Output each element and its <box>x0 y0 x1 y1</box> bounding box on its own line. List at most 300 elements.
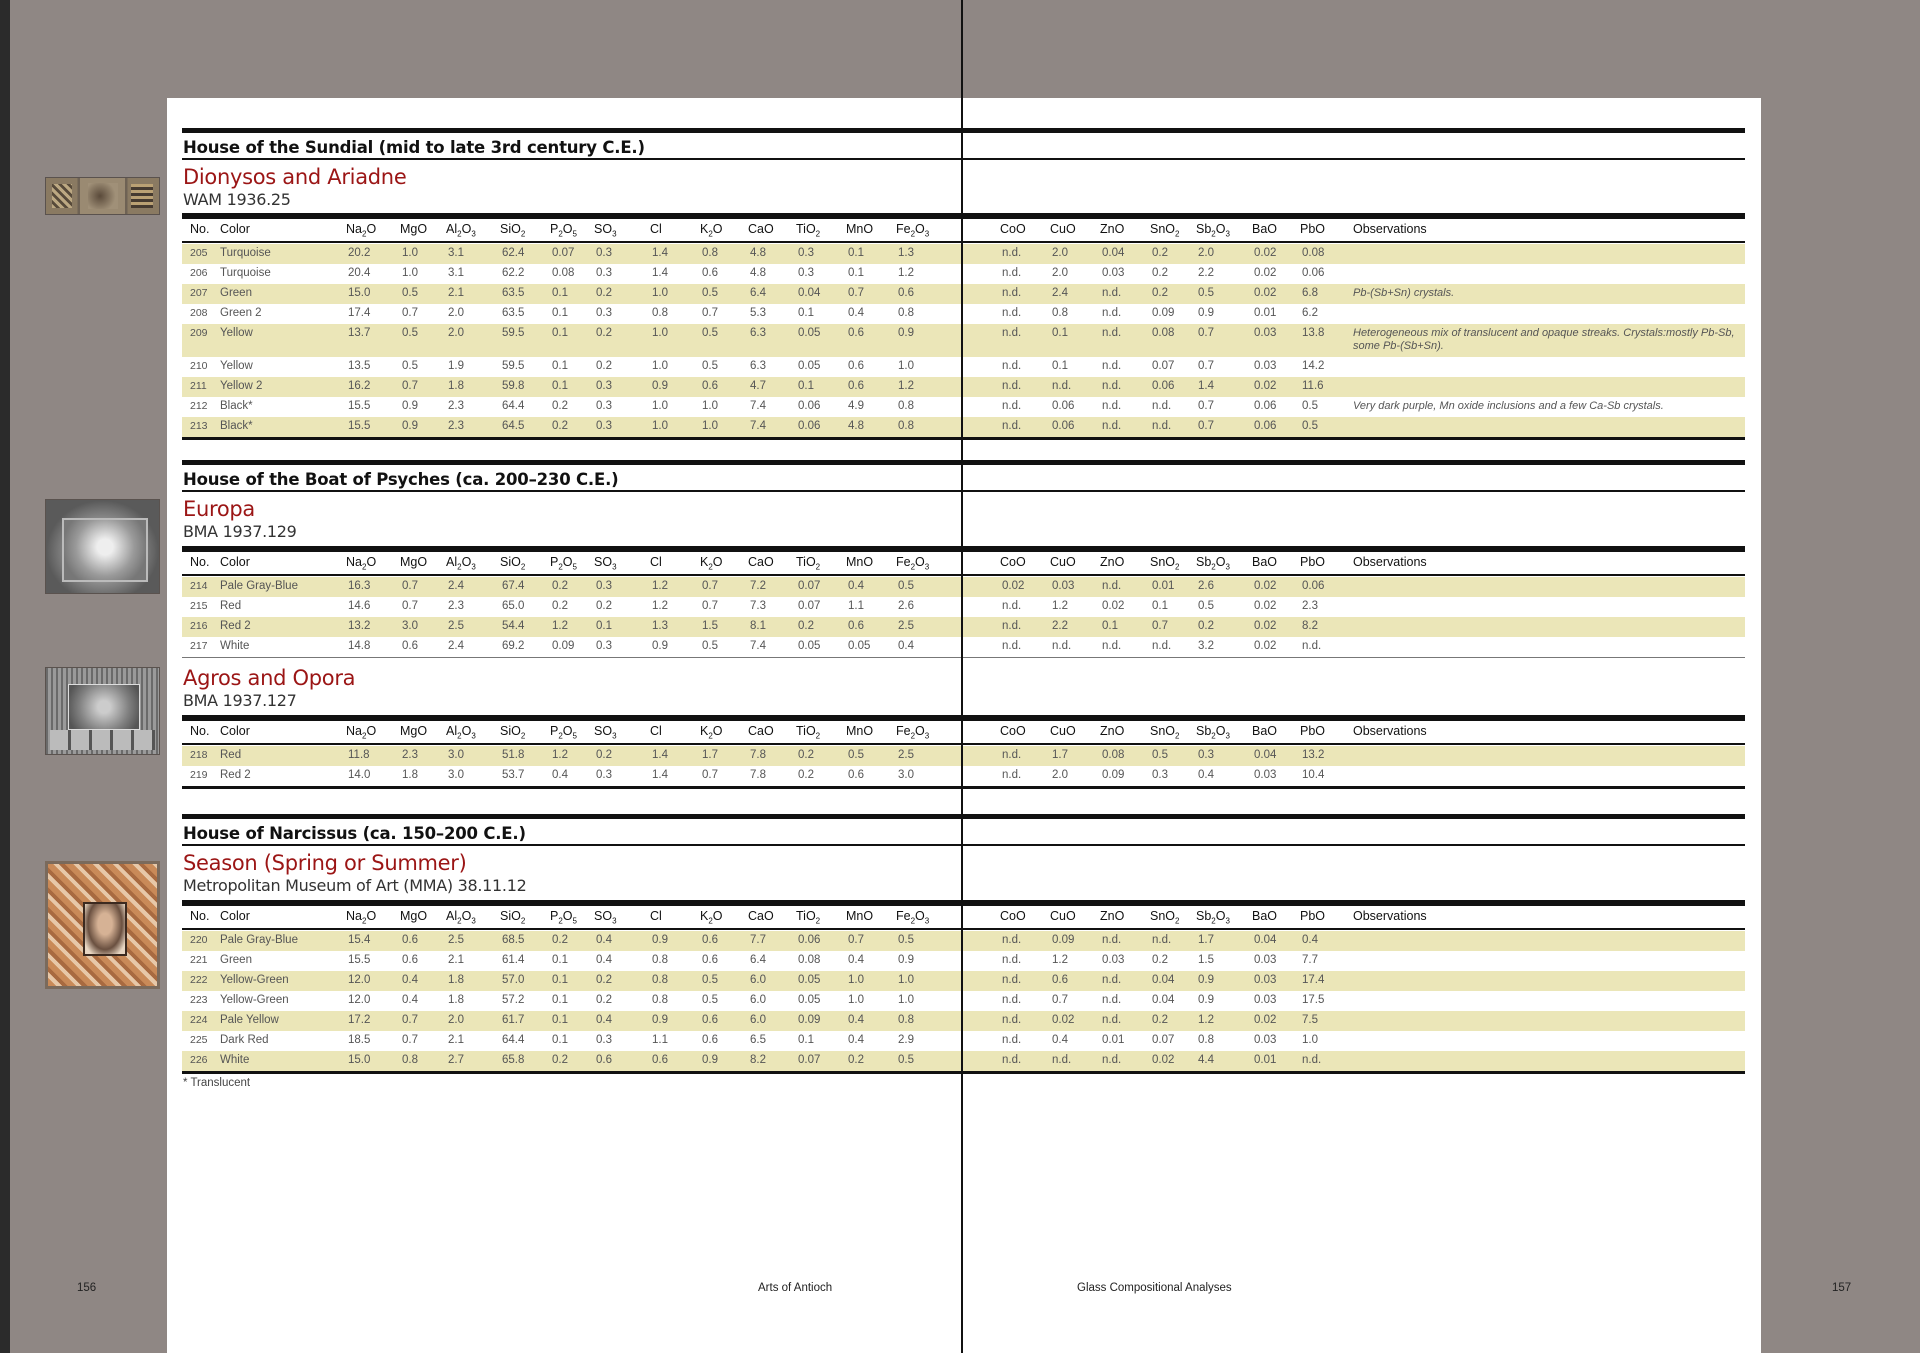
oxide-value: 0.7 <box>1198 360 1214 372</box>
formula-base: CoO <box>1000 724 1026 738</box>
oxide-value: 6.0 <box>750 974 766 986</box>
sample-number: 212 <box>190 400 208 412</box>
house-section-bottom-rule <box>182 490 1745 492</box>
oxide-value: 0.5 <box>898 1054 914 1066</box>
column-header-na2o <box>346 724 376 741</box>
oxide-value: n.d. <box>1102 420 1122 432</box>
oxide-value: 0.5 <box>898 580 914 592</box>
oxide-value: 0.5 <box>702 360 718 372</box>
oxide-value: 0.06 <box>1302 267 1325 279</box>
column-header-text: Color <box>220 222 250 236</box>
sample-number: 225 <box>190 1034 208 1046</box>
oxide-value: 6.4 <box>750 287 766 299</box>
oxide-value: 0.1 <box>798 380 814 392</box>
column-header-text: No. <box>190 222 210 236</box>
oxide-value: 0.7 <box>1052 994 1068 1006</box>
formula-subscript: 2 <box>361 916 367 926</box>
oxide-value: 7.8 <box>750 769 766 781</box>
oxide-value: 0.1 <box>552 1034 568 1046</box>
artwork-title: Season (Spring or Summer) <box>183 851 467 875</box>
formula-subscript: 2 <box>1175 229 1180 239</box>
oxide-value: 0.9 <box>652 1014 668 1026</box>
oxide-value: 0.2 <box>1152 247 1168 259</box>
artwork-title: Europa <box>183 497 255 521</box>
formula-base: Na <box>346 555 362 569</box>
formula-subscript: 2 <box>910 916 916 926</box>
sample-number: 216 <box>190 620 208 632</box>
oxide-value: 1.4 <box>652 749 668 761</box>
sample-color: Red <box>220 600 242 612</box>
oxide-value: 0.07 <box>798 600 821 612</box>
formula-subscript: 2 <box>457 731 462 741</box>
column-header-sio2 <box>500 724 525 741</box>
column-header-bao <box>1252 724 1277 738</box>
oxide-value: 0.2 <box>596 994 612 1006</box>
oxide-value: 2.4 <box>1052 287 1068 299</box>
oxide-value: 0.08 <box>1102 749 1125 761</box>
column-header-tio2 <box>796 222 820 239</box>
oxide-value: 0.08 <box>552 267 575 279</box>
oxide-value: 0.3 <box>798 247 814 259</box>
formula-rest: O <box>366 555 377 569</box>
spine-divider <box>961 0 963 1353</box>
column-header-so3 <box>594 555 617 572</box>
oxide-value: 0.7 <box>1198 420 1214 432</box>
formula-base: Cl <box>650 555 662 569</box>
oxide-value: n.d. <box>1002 380 1022 392</box>
oxide-value: n.d. <box>1152 640 1172 652</box>
oxide-value: 2.7 <box>448 1054 464 1066</box>
oxide-value: 0.5 <box>702 994 718 1006</box>
oxide-value: 68.5 <box>502 934 525 946</box>
column-header-color <box>220 724 250 738</box>
oxide-value: 64.5 <box>502 420 525 432</box>
formula-base: SiO <box>500 222 521 236</box>
formula-base: CuO <box>1050 222 1076 236</box>
sample-number: 218 <box>190 749 208 761</box>
column-header-obs <box>1353 555 1427 569</box>
column-header-mno <box>846 724 873 738</box>
oxide-value: 1.1 <box>652 1034 668 1046</box>
formula-base: Al <box>446 555 458 569</box>
oxide-value: 0.4 <box>596 934 612 946</box>
oxide-value: 0.4 <box>1052 1034 1068 1046</box>
formula-base: CaO <box>748 222 774 236</box>
oxide-value: 0.8 <box>898 400 914 412</box>
sample-number: 217 <box>190 640 208 652</box>
oxide-value: 20.4 <box>348 267 371 279</box>
oxide-value: 0.06 <box>1152 380 1175 392</box>
oxide-value: n.d. <box>1302 1054 1322 1066</box>
house-section-bottom-rule <box>182 158 1745 160</box>
oxide-value: 0.03 <box>1254 327 1277 339</box>
oxide-value: 0.4 <box>848 307 864 319</box>
oxide-value: 1.0 <box>652 327 668 339</box>
oxide-value: 67.4 <box>502 580 525 592</box>
oxide-value: n.d. <box>1102 934 1122 946</box>
formula-base: P <box>550 724 559 738</box>
oxide-value: 59.5 <box>502 327 525 339</box>
oxide-value: 0.7 <box>702 307 718 319</box>
oxide-value: 0.01 <box>1254 1054 1277 1066</box>
formula-subscript: 2 <box>361 731 367 741</box>
formula-base: CoO <box>1000 222 1026 236</box>
column-header-bao <box>1252 909 1277 923</box>
oxide-value: 15.5 <box>348 420 371 432</box>
sample-color: Yellow <box>220 360 253 372</box>
column-header-so3 <box>594 909 617 926</box>
oxide-value: 4.8 <box>750 267 766 279</box>
sample-color: Red 2 <box>220 620 251 632</box>
column-header-color <box>220 555 250 569</box>
oxide-value: 10.4 <box>1302 769 1325 781</box>
formula-subscript: 3 <box>1225 916 1230 926</box>
oxide-value: 0.04 <box>1254 934 1277 946</box>
column-header-tio2 <box>796 724 820 741</box>
column-header-coo <box>1000 909 1026 923</box>
sample-number: 208 <box>190 307 208 319</box>
observation-note: Pb-(Sb+Sn) crystals. <box>1353 287 1455 299</box>
oxide-value: 2.0 <box>1052 769 1068 781</box>
oxide-value: 0.02 <box>1254 1014 1277 1026</box>
oxide-value: 57.2 <box>502 994 525 1006</box>
oxide-value: 0.5 <box>402 287 418 299</box>
oxide-value: 1.4 <box>652 247 668 259</box>
oxide-value: n.d. <box>1002 400 1022 412</box>
formula-base: P <box>550 222 559 236</box>
formula-base: Cl <box>650 909 662 923</box>
formula-base: MgO <box>400 222 428 236</box>
oxide-value: 0.2 <box>1152 1014 1168 1026</box>
oxide-value: 0.2 <box>798 749 814 761</box>
column-header-sb2o3 <box>1196 724 1230 741</box>
oxide-value: 2.2 <box>1198 267 1214 279</box>
formula-subscript: 2 <box>910 562 916 572</box>
formula-base: ZnO <box>1100 724 1125 738</box>
formula-base: Al <box>446 222 458 236</box>
column-header-zno <box>1100 909 1124 923</box>
oxide-value: n.d. <box>1152 400 1172 412</box>
oxide-value: 1.2 <box>1198 1014 1214 1026</box>
oxide-value: 53.7 <box>502 769 525 781</box>
oxide-value: 0.01 <box>1254 307 1277 319</box>
formula-rest: O <box>712 555 723 569</box>
oxide-value: 0.02 <box>1152 1054 1175 1066</box>
oxide-value: 0.2 <box>552 600 568 612</box>
sample-color: Green <box>220 287 252 299</box>
oxide-value: 7.7 <box>1302 954 1318 966</box>
oxide-value: 0.05 <box>848 640 871 652</box>
oxide-value: 0.5 <box>1302 420 1318 432</box>
oxide-value: 0.6 <box>848 327 864 339</box>
oxide-value: 0.06 <box>1254 420 1277 432</box>
oxide-value: 15.5 <box>348 400 371 412</box>
oxide-value: 0.7 <box>848 287 864 299</box>
observation-note: Very dark purple, Mn oxide inclusions and a few Ca-Sb crystals. <box>1353 400 1664 412</box>
oxide-value: 0.6 <box>402 934 418 946</box>
oxide-value: 13.2 <box>348 620 371 632</box>
formula-base: Observations <box>1353 909 1427 923</box>
formula-subscript: 2 <box>1175 916 1180 926</box>
oxide-value: 2.0 <box>448 307 464 319</box>
sample-number: 215 <box>190 600 208 612</box>
oxide-value: 7.4 <box>750 640 766 652</box>
sample-number: 222 <box>190 974 208 986</box>
oxide-value: n.d. <box>1102 380 1122 392</box>
oxide-value: 0.8 <box>652 994 668 1006</box>
oxide-value: 0.06 <box>1302 580 1325 592</box>
sample-color: Turquoise <box>220 247 271 259</box>
sample-color: Turquoise <box>220 267 271 279</box>
sample-number: 219 <box>190 769 208 781</box>
observation-note: Heterogeneous mix of translucent and opaque streaks. Crystals:mostly Pb-Sb, some Pb-(Sb+Sn). <box>1353 327 1735 352</box>
oxide-value: 15.0 <box>348 1054 371 1066</box>
formula-subscript: 3 <box>612 229 617 239</box>
formula-base: ZnO <box>1100 555 1125 569</box>
oxide-value: 0.2 <box>552 580 568 592</box>
oxide-value: 0.03 <box>1254 1034 1277 1046</box>
oxide-value: 0.6 <box>848 620 864 632</box>
artwork-title: Agros and Opora <box>183 666 356 690</box>
left-running-head: Arts of Antioch <box>758 1282 833 1294</box>
oxide-value: 6.4 <box>750 954 766 966</box>
formula-subscript: 2 <box>708 916 713 926</box>
formula-base: K <box>700 909 709 923</box>
oxide-value: 0.7 <box>702 769 718 781</box>
oxide-value: n.d. <box>1302 640 1322 652</box>
oxide-value: 0.3 <box>596 640 612 652</box>
right-running-head: Glass Compositional Analyses <box>1077 1282 1232 1294</box>
oxide-value: n.d. <box>1102 974 1122 986</box>
oxide-value: 3.0 <box>448 769 464 781</box>
oxide-value: 0.4 <box>898 640 914 652</box>
oxide-value: 0.1 <box>1052 360 1068 372</box>
oxide-value: n.d. <box>1052 1054 1072 1066</box>
table-bottom-rule <box>182 1071 1745 1074</box>
oxide-value: 0.8 <box>652 954 668 966</box>
formula-subscript: 2 <box>910 229 916 239</box>
table-bottom-rule <box>182 437 1745 440</box>
column-header-no <box>190 909 209 923</box>
oxide-value: 16.2 <box>348 380 371 392</box>
oxide-value: 0.8 <box>1052 307 1068 319</box>
oxide-value: n.d. <box>1002 994 1022 1006</box>
formula-base: SnO <box>1150 909 1176 923</box>
oxide-value: 61.4 <box>502 954 525 966</box>
oxide-value: 2.3 <box>1302 600 1318 612</box>
oxide-value: 0.3 <box>798 267 814 279</box>
oxide-value: 0.1 <box>1152 600 1168 612</box>
oxide-value: 69.2 <box>502 640 525 652</box>
oxide-value: 1.0 <box>702 400 718 412</box>
oxide-value: 0.02 <box>1254 267 1277 279</box>
oxide-value: 2.0 <box>448 1014 464 1026</box>
artwork-title: Dionysos and Ariadne <box>183 165 407 189</box>
oxide-value: 0.7 <box>402 1034 418 1046</box>
formula-base: Al <box>446 909 458 923</box>
formula-base: PbO <box>1300 555 1326 569</box>
oxide-value: 1.7 <box>1198 934 1214 946</box>
footnote-translucent: * Translucent <box>183 1077 251 1089</box>
oxide-value: 2.0 <box>1052 267 1068 279</box>
column-header-k2o <box>700 555 723 572</box>
oxide-value: 1.2 <box>1052 954 1068 966</box>
formula-rest: O <box>562 222 573 236</box>
column-header-mgo <box>400 909 427 923</box>
oxide-value: 2.0 <box>1052 247 1068 259</box>
oxide-value: 2.1 <box>448 1034 464 1046</box>
oxide-value: 2.6 <box>898 600 914 612</box>
column-header-cuo <box>1050 555 1076 569</box>
oxide-value: 0.07 <box>552 247 575 259</box>
oxide-value: 0.6 <box>402 954 418 966</box>
formula-subscript: 3 <box>1225 731 1230 741</box>
formula-base: BaO <box>1252 222 1278 236</box>
formula-base: Sb <box>1196 724 1212 738</box>
oxide-value: 1.0 <box>898 974 914 986</box>
oxide-value: 0.2 <box>1152 287 1168 299</box>
column-header-cuo <box>1050 909 1076 923</box>
oxide-value: 8.2 <box>750 1054 766 1066</box>
oxide-value: 4.8 <box>750 247 766 259</box>
formula-subscript: 2 <box>361 562 367 572</box>
oxide-value: 0.9 <box>898 954 914 966</box>
oxide-value: 0.08 <box>798 954 821 966</box>
oxide-value: 0.5 <box>702 640 718 652</box>
oxide-value: 0.02 <box>1052 1014 1075 1026</box>
oxide-value: 6.3 <box>750 360 766 372</box>
oxide-value: 1.0 <box>652 400 668 412</box>
oxide-value: 1.2 <box>552 620 568 632</box>
sample-number: 207 <box>190 287 208 299</box>
sample-color: Yellow-Green <box>220 974 289 986</box>
formula-subscript: 3 <box>924 229 930 239</box>
oxide-value: 0.5 <box>702 974 718 986</box>
oxide-value: 3.2 <box>1198 640 1214 652</box>
oxide-value: 16.3 <box>348 580 371 592</box>
oxide-value: n.d. <box>1002 1054 1022 1066</box>
oxide-value: n.d. <box>1002 327 1022 339</box>
formula-subscript: 2 <box>520 229 526 239</box>
oxide-value: 0.4 <box>848 954 864 966</box>
column-header-sb2o3 <box>1196 222 1230 239</box>
oxide-value: n.d. <box>1002 934 1022 946</box>
oxide-value: n.d. <box>1002 420 1022 432</box>
sample-number: 221 <box>190 954 208 966</box>
oxide-value: 1.4 <box>652 769 668 781</box>
oxide-value: n.d. <box>1102 580 1122 592</box>
sample-color: Pale Gray-Blue <box>220 934 298 946</box>
formula-base: SO <box>594 724 613 738</box>
oxide-value: n.d. <box>1002 360 1022 372</box>
oxide-value: 0.4 <box>1302 934 1318 946</box>
oxide-value: 0.02 <box>1254 600 1277 612</box>
formula-base: SiO <box>500 555 521 569</box>
oxide-value: 6.0 <box>750 1014 766 1026</box>
oxide-value: 12.0 <box>348 974 371 986</box>
formula-base: SnO <box>1150 222 1176 236</box>
oxide-value: 0.03 <box>1254 994 1277 1006</box>
sample-number: 209 <box>190 327 208 339</box>
oxide-value: 0.04 <box>1102 247 1125 259</box>
formula-base: TiO <box>796 222 816 236</box>
oxide-value: 7.3 <box>750 600 766 612</box>
column-header-k2o <box>700 909 723 926</box>
mosaic-thumbnail-season <box>45 861 160 989</box>
house-section-top-rule <box>182 814 1745 819</box>
oxide-value: 7.5 <box>1302 1014 1318 1026</box>
oxide-value: 0.02 <box>1254 247 1277 259</box>
sample-number: 206 <box>190 267 208 279</box>
oxide-value: 0.7 <box>1198 327 1214 339</box>
oxide-value: 0.8 <box>898 1014 914 1026</box>
oxide-value: 2.5 <box>448 620 464 632</box>
oxide-value: 7.4 <box>750 400 766 412</box>
oxide-value: 0.6 <box>848 380 864 392</box>
formula-subscript: 3 <box>471 562 476 572</box>
oxide-value: 0.1 <box>798 307 814 319</box>
artwork-inventory-number: Metropolitan Museum of Art (MMA) 38.11.12 <box>183 876 527 895</box>
oxide-value: 0.4 <box>552 769 568 781</box>
column-header-fe2o3 <box>896 909 929 926</box>
column-header-mgo <box>400 222 427 236</box>
oxide-value: 0.6 <box>1052 974 1068 986</box>
formula-rest: O <box>461 222 472 236</box>
column-header-coo <box>1000 555 1026 569</box>
oxide-value: 17.2 <box>348 1014 371 1026</box>
column-header-mgo <box>400 555 427 569</box>
oxide-value: n.d. <box>1052 380 1072 392</box>
oxide-value: n.d. <box>1102 640 1122 652</box>
oxide-value: 0.5 <box>1198 287 1214 299</box>
oxide-value: 0.2 <box>596 360 612 372</box>
formula-base: TiO <box>796 724 816 738</box>
oxide-value: 0.6 <box>898 287 914 299</box>
oxide-value: 0.8 <box>898 307 914 319</box>
oxide-value: 0.03 <box>1254 769 1277 781</box>
sample-number: 211 <box>190 380 207 392</box>
formula-subscript: 2 <box>1211 562 1216 572</box>
house-section-title: House of Narcissus (ca. 150–200 C.E.) <box>183 824 526 843</box>
oxide-value: 4.4 <box>1198 1054 1214 1066</box>
formula-subscript: 3 <box>924 731 930 741</box>
oxide-value: 1.0 <box>848 994 864 1006</box>
column-header-cao <box>748 724 774 738</box>
oxide-value: 0.7 <box>1198 400 1214 412</box>
oxide-value: 2.1 <box>448 287 464 299</box>
oxide-value: 0.2 <box>596 600 612 612</box>
oxide-value: 1.2 <box>552 749 568 761</box>
formula-base: Fe <box>896 724 911 738</box>
oxide-value: 0.09 <box>1052 934 1075 946</box>
column-header-pbo <box>1300 909 1325 923</box>
oxide-value: 3.0 <box>402 620 418 632</box>
sample-color: Green <box>220 954 252 966</box>
formula-base: SO <box>594 222 613 236</box>
oxide-value: 0.6 <box>702 267 718 279</box>
sample-color: Pale Yellow <box>220 1014 279 1026</box>
oxide-value: n.d. <box>1102 287 1122 299</box>
formula-base: CoO <box>1000 555 1026 569</box>
oxide-value: 0.5 <box>1152 749 1168 761</box>
oxide-value: 6.8 <box>1302 287 1318 299</box>
formula-rest: O <box>712 222 723 236</box>
house-section-top-rule <box>182 128 1745 133</box>
oxide-value: 0.03 <box>1102 954 1125 966</box>
column-header-cl <box>650 222 662 236</box>
formula-subscript: 2 <box>520 562 526 572</box>
mosaic-thumbnail-agros <box>45 667 160 755</box>
